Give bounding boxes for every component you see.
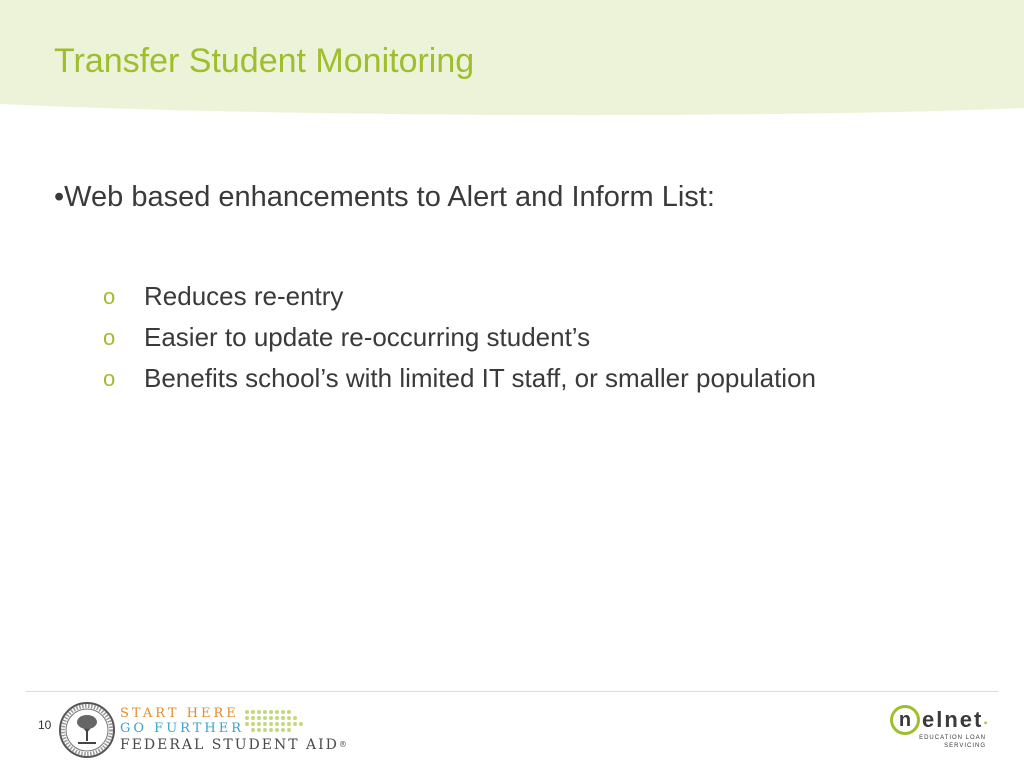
sub-bullet-text: Easier to update re-occurring student’s — [144, 322, 591, 352]
sub-bullet-list — [103, 276, 816, 399]
page-number: 10 — [38, 718, 52, 732]
nelnet-tagline-line2: SERVICING — [944, 743, 986, 749]
bullet-marker-icon: o — [103, 365, 116, 391]
fsa-name: FEDERAL STUDENT AID — [120, 737, 339, 753]
nelnet-logo — [890, 704, 990, 754]
slide-title: Transfer Student Monitoring — [54, 42, 475, 80]
registered-mark: ® — [338, 740, 349, 749]
federal-student-aid-logo — [58, 701, 349, 763]
main-bullet: •Web based enhancements to Alert and Inform List: — [54, 181, 715, 213]
sub-bullet-text: Benefits school’s with limited IT staff, or smaller population — [144, 363, 816, 393]
bullet-marker-icon: o — [103, 324, 116, 350]
nelnet-mark: . — [983, 711, 988, 728]
fsa-start-here: START HERE — [120, 706, 239, 721]
nelnet-tagline-line1: EDUCATION LOAN — [919, 735, 986, 741]
sub-bullet — [103, 276, 816, 317]
nelnet-name: elnet — [922, 707, 984, 732]
seal-icon — [58, 701, 116, 759]
nelnet-n-icon: n — [890, 705, 920, 735]
nelnet-tagline — [919, 734, 986, 750]
bullet-marker-icon: o — [103, 283, 116, 309]
nelnet-wordmark — [890, 704, 988, 736]
footer-divider — [26, 691, 998, 692]
sub-bullet-text: Reduces re-entry — [144, 281, 344, 311]
fsa-go-further: GO FURTHER — [120, 721, 244, 736]
sub-bullet — [103, 358, 816, 399]
sub-bullet — [103, 317, 816, 358]
dot-grid-icon — [244, 709, 316, 739]
